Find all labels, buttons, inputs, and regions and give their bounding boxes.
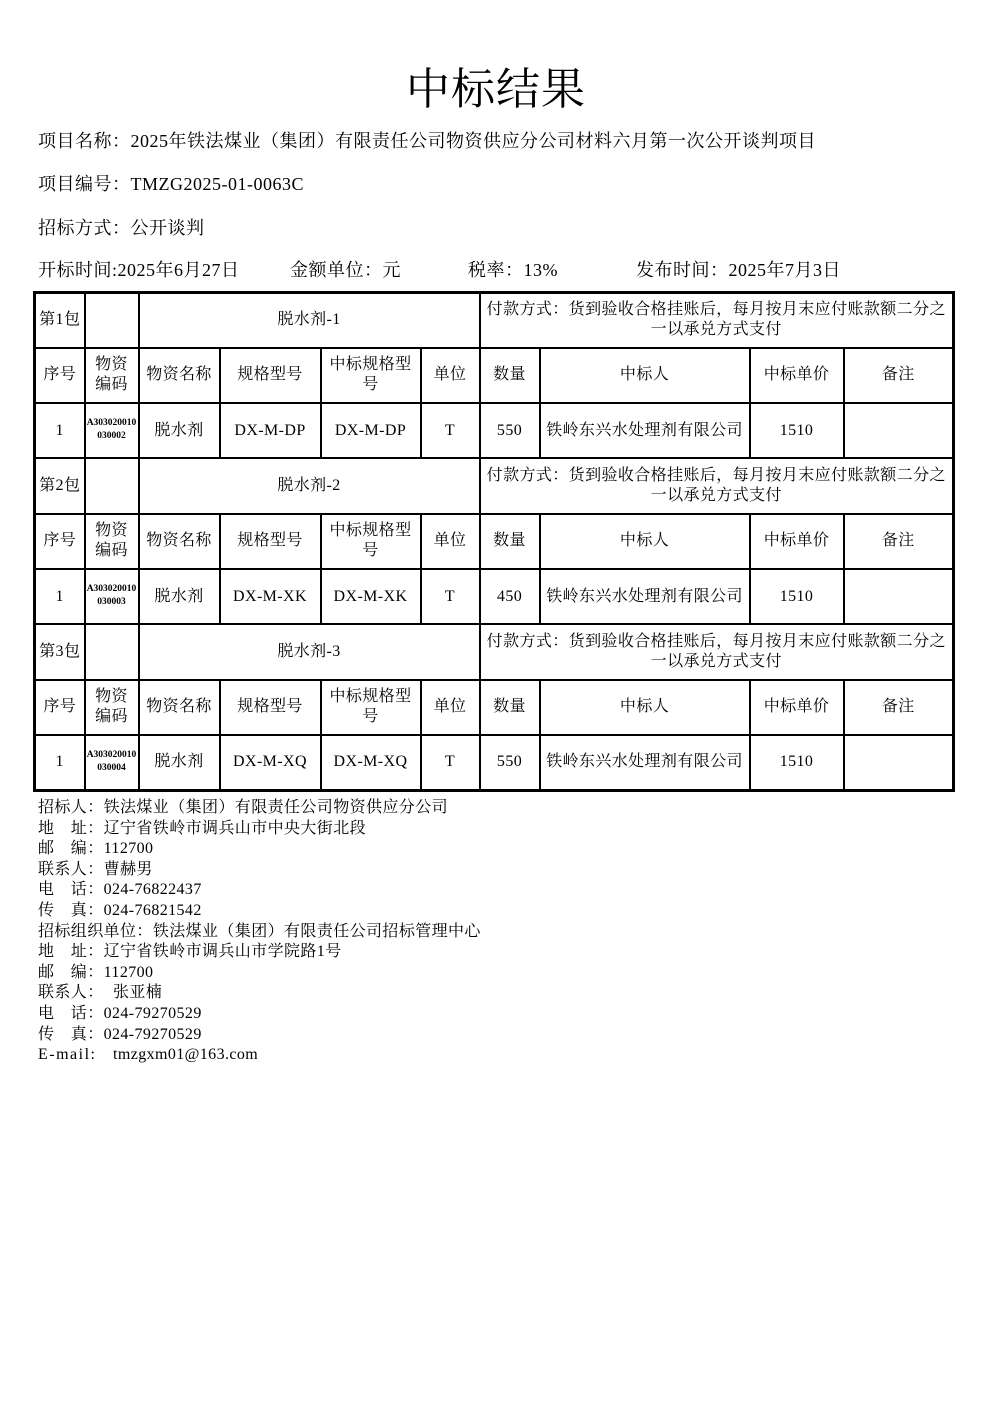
column-header-material-name	[139, 680, 220, 735]
cell-material-name	[139, 403, 220, 458]
column-header-unit-price	[750, 680, 844, 735]
bid-result-table-body	[35, 293, 954, 791]
bid-open-time	[38, 259, 240, 281]
tenderer-fax-line	[38, 901, 938, 922]
tenderer-contact-person-label: 联系人：	[38, 860, 104, 878]
column-header-seq	[35, 514, 85, 569]
cell-material-code-text: A303020010030003	[86, 584, 137, 608]
package-row	[35, 458, 954, 513]
cell-material-code	[85, 735, 139, 790]
column-header-quantity	[480, 680, 540, 735]
column-header-label: 备注	[881, 698, 915, 716]
column-header-spec	[220, 680, 321, 735]
cell-material-code	[85, 403, 139, 458]
column-header-unit	[421, 348, 480, 403]
agency-name-line	[38, 922, 938, 943]
agency-address-value: 辽宁省铁岭市调兵山市学院路1号	[103, 943, 342, 961]
agency-email-value: tmzgxm01@163.com	[113, 1046, 259, 1064]
column-header-label: 物资名称	[146, 532, 212, 550]
cell-unit	[421, 735, 480, 790]
cell-remark	[844, 403, 954, 458]
cell-seq-text: 1	[55, 753, 64, 771]
payment-terms: 付款方式：货到验收合格挂账后，每月按月末应付账款额二分之一以承兑方式支付	[486, 467, 946, 505]
agency-fax-value: 024-79270529	[103, 1025, 202, 1043]
cell-material-name-text: 脱水剂	[154, 587, 204, 605]
package-row	[35, 624, 954, 679]
tenderer-contact-person-line	[38, 860, 938, 881]
amount-unit	[290, 259, 401, 281]
table-row	[35, 735, 954, 790]
column-header-label: 单位	[433, 532, 467, 550]
column-header-label: 规格型号	[237, 532, 303, 550]
cell-spec-text: DX-M-XK	[233, 587, 307, 605]
agency-phone-line	[38, 1004, 938, 1025]
column-header-winner	[540, 514, 750, 569]
package-name: 脱水剂-1	[139, 293, 480, 348]
project-name-label: 项目名称：	[38, 131, 131, 151]
tenderer-postcode-label: 邮 编：	[38, 840, 104, 858]
cell-material-code-text: A303020010030002	[86, 418, 137, 442]
cell-winner	[540, 569, 750, 624]
column-header-material-code	[85, 514, 139, 569]
agency-name-value: 铁法煤业（集团）有限责任公司招标管理中心	[152, 922, 481, 940]
column-header-label: 中标人	[619, 532, 670, 550]
cell-unit-price	[750, 403, 844, 458]
column-header-unit	[421, 514, 480, 569]
column-header-label: 数量	[493, 532, 526, 550]
column-header-label: 物资编码	[95, 522, 128, 560]
cell-seq-text: 1	[55, 587, 64, 605]
package-label: 第1包	[35, 293, 85, 348]
cell-winning-spec	[321, 735, 421, 790]
bid-open-time-label: 开标时间:	[38, 260, 118, 280]
column-header-label: 规格型号	[237, 366, 303, 384]
cell-winning-spec-text: DX-M-XK	[333, 587, 408, 605]
column-header-label: 物资编码	[95, 356, 128, 394]
column-header-quantity	[480, 348, 540, 403]
cell-unit-text: T	[444, 753, 456, 771]
column-header-material-name	[139, 514, 220, 569]
agency-address-label: 地 址：	[38, 943, 104, 961]
column-header-winning-spec	[321, 348, 421, 403]
payment-terms: 付款方式：货到验收合格挂账后，每月按月末应付账款额二分之一以承兑方式支付	[486, 632, 946, 670]
column-header-label: 序号	[43, 532, 77, 550]
tenderer-address-value: 辽宁省铁岭市调兵山市中央大街北段	[103, 819, 367, 837]
column-header-label: 数量	[493, 366, 526, 384]
tenderer-postcode-value: 112700	[103, 840, 154, 858]
cell-seq	[35, 569, 85, 624]
column-header-label: 中标规格型号	[329, 356, 412, 394]
column-header-label: 序号	[43, 698, 77, 716]
project-code-line	[38, 173, 304, 195]
publish-time-label: 发布时间：	[636, 260, 729, 280]
agency-contact-section	[38, 922, 938, 1066]
cell-seq	[35, 735, 85, 790]
tenderer-phone-label: 电 话：	[38, 881, 104, 899]
cell-material-name-text: 脱水剂	[154, 753, 204, 771]
package-row	[35, 293, 954, 348]
column-header-label: 物资名称	[146, 698, 212, 716]
column-header-winning-spec	[321, 514, 421, 569]
column-header-label: 单位	[433, 698, 467, 716]
column-header-winner	[540, 680, 750, 735]
tenderer-postcode-line	[38, 839, 938, 860]
tenderer-phone-value: 024-76822437	[103, 881, 202, 899]
cell-winner-text: 铁岭东兴水处理剂有限公司	[546, 587, 743, 605]
agency-email-label: E-mail:	[38, 1046, 97, 1064]
column-header-remark	[844, 514, 954, 569]
cell-quantity-text: 450	[496, 587, 523, 605]
cell-seq-text: 1	[55, 421, 64, 439]
cell-winning-spec	[321, 403, 421, 458]
project-code-value: TMZG2025-01-0063C	[130, 174, 304, 194]
tax-rate-label: 税率：	[468, 260, 524, 280]
publish-time	[636, 259, 841, 281]
cell-material-code-text: A303020010030004	[86, 749, 137, 773]
column-header-seq	[35, 348, 85, 403]
cell-material-code	[85, 569, 139, 624]
agency-phone-label: 电 话：	[38, 1004, 104, 1022]
agency-fax-label: 传 真：	[38, 1025, 104, 1043]
cell-unit-price-text: 1510	[779, 753, 814, 771]
tenderer-address-line	[38, 819, 938, 840]
tax-rate	[468, 259, 558, 281]
agency-contact-person-value: 张亚楠	[113, 984, 163, 1002]
cell-quantity	[480, 735, 540, 790]
cell-unit	[421, 403, 480, 458]
cell-unit-price	[750, 569, 844, 624]
column-header-remark	[844, 348, 954, 403]
column-header-label: 中标单价	[763, 532, 830, 550]
agency-postcode-value: 112700	[103, 963, 154, 981]
cell-spec	[220, 735, 321, 790]
bid-method-line	[38, 217, 205, 239]
column-header-material-name	[139, 348, 220, 403]
agency-email-line	[38, 1045, 938, 1066]
column-header-label: 数量	[493, 698, 526, 716]
column-header-label: 中标单价	[763, 366, 830, 384]
package-label: 第2包	[35, 458, 85, 513]
agency-postcode-line	[38, 963, 938, 984]
column-header-label: 单位	[433, 366, 467, 384]
cell-winning-spec-text: DX-M-XQ	[333, 753, 408, 771]
column-header-spec	[220, 348, 321, 403]
column-header-winner	[540, 348, 750, 403]
cell-spec-text: DX-M-XQ	[233, 753, 307, 771]
cell-winner	[540, 735, 750, 790]
column-header-winning-spec	[321, 680, 421, 735]
cell-unit	[421, 569, 480, 624]
cell-quantity	[480, 403, 540, 458]
cell-unit-price-text: 1510	[779, 587, 814, 605]
column-header-remark	[844, 680, 954, 735]
package-blank-cell	[85, 293, 139, 348]
tenderer-fax-value: 024-76821542	[103, 901, 202, 919]
cell-winner	[540, 403, 750, 458]
tenderer-fax-label: 传 真：	[38, 901, 104, 919]
cell-quantity-text: 550	[496, 421, 523, 439]
tenderer-name-value: 铁法煤业（集团）有限责任公司物资供应分公司	[103, 799, 449, 816]
cell-winner-text: 铁岭东兴水处理剂有限公司	[546, 421, 743, 439]
package-label: 第3包	[35, 624, 85, 679]
cell-spec	[220, 569, 321, 624]
project-name-line	[38, 130, 816, 152]
cell-unit-text: T	[444, 587, 456, 605]
package-blank-cell	[85, 624, 139, 679]
tenderer-contact-person-value: 曹赫男	[103, 860, 153, 878]
column-header-label: 备注	[881, 366, 915, 384]
cell-quantity-text: 550	[496, 753, 523, 771]
agency-contact-person-label: 联系人：	[38, 984, 104, 1002]
agency-postcode-label: 邮 编：	[38, 963, 104, 981]
column-header-material-code	[85, 348, 139, 403]
cell-unit-price-text: 1510	[779, 421, 814, 439]
column-header-material-code	[85, 680, 139, 735]
tenderer-name-line	[38, 798, 938, 819]
tenderer-name-label: 招标人：	[38, 799, 104, 816]
cell-spec	[220, 403, 321, 458]
bid-method-value: 公开谈判	[130, 218, 205, 238]
column-header-label: 序号	[43, 366, 77, 384]
agency-phone-value: 024-79270529	[103, 1004, 202, 1022]
column-header-row	[35, 514, 954, 569]
column-header-label: 中标规格型号	[329, 522, 412, 560]
column-header-label: 中标规格型号	[329, 688, 412, 726]
bid-result-table	[33, 291, 955, 792]
cell-unit-text: T	[444, 421, 456, 439]
cell-material-name	[139, 569, 220, 624]
tenderer-contact-section	[38, 798, 938, 922]
table-row	[35, 403, 954, 458]
contact-info	[38, 798, 938, 1066]
package-name: 脱水剂-2	[139, 458, 480, 513]
cell-remark	[844, 735, 954, 790]
cell-material-name	[139, 735, 220, 790]
agency-name-label: 招标组织单位：	[38, 922, 153, 940]
cell-winning-spec-text: DX-M-DP	[334, 421, 407, 439]
column-header-unit-price	[750, 348, 844, 403]
cell-winner-text: 铁岭东兴水处理剂有限公司	[546, 753, 743, 771]
column-header-label: 中标单价	[763, 698, 830, 716]
tenderer-phone-line	[38, 880, 938, 901]
column-header-spec	[220, 514, 321, 569]
publish-time-value: 2025年7月3日	[728, 260, 841, 280]
table-row	[35, 569, 954, 624]
agency-fax-line	[38, 1025, 938, 1046]
cell-seq	[35, 403, 85, 458]
package-blank-cell	[85, 458, 139, 513]
cell-winning-spec	[321, 569, 421, 624]
cell-remark	[844, 569, 954, 624]
amount-unit-value: 元	[382, 260, 401, 280]
column-header-unit	[421, 680, 480, 735]
package-name: 脱水剂-3	[139, 624, 480, 679]
amount-unit-label: 金额单位：	[290, 260, 383, 280]
column-header-label: 中标人	[619, 698, 670, 716]
column-header-label: 中标人	[619, 366, 670, 384]
tax-rate-value: 13%	[523, 260, 558, 280]
column-header-label: 物资名称	[146, 366, 212, 384]
bid-method-label: 招标方式：	[38, 218, 131, 238]
column-header-label: 备注	[881, 532, 915, 550]
column-header-row	[35, 680, 954, 735]
column-header-row	[35, 348, 954, 403]
agency-address-line	[38, 942, 938, 963]
page-title: 中标结果	[406, 65, 586, 114]
cell-quantity	[480, 569, 540, 624]
project-name-value: 2025年铁法煤业（集团）有限责任公司物资供应分公司材料六月第一次公开谈判项目	[130, 131, 816, 151]
payment-terms: 付款方式：货到验收合格挂账后，每月按月末应付账款额二分之一以承兑方式支付	[486, 301, 946, 339]
tenderer-address-label: 地 址：	[38, 819, 104, 837]
column-header-label: 物资编码	[95, 688, 128, 726]
payment-terms-cell	[480, 458, 954, 513]
column-header-seq	[35, 680, 85, 735]
bid-open-time-value: 2025年6月27日	[117, 260, 240, 280]
cell-material-name-text: 脱水剂	[154, 421, 204, 439]
cell-spec-text: DX-M-DP	[234, 421, 306, 439]
project-code-label: 项目编号：	[38, 174, 131, 194]
agency-contact-person-line	[38, 983, 938, 1004]
payment-terms-cell	[480, 624, 954, 679]
cell-unit-price	[750, 735, 844, 790]
column-header-quantity	[480, 514, 540, 569]
column-header-label: 规格型号	[237, 698, 303, 716]
column-header-unit-price	[750, 514, 844, 569]
payment-terms-cell	[480, 293, 954, 348]
